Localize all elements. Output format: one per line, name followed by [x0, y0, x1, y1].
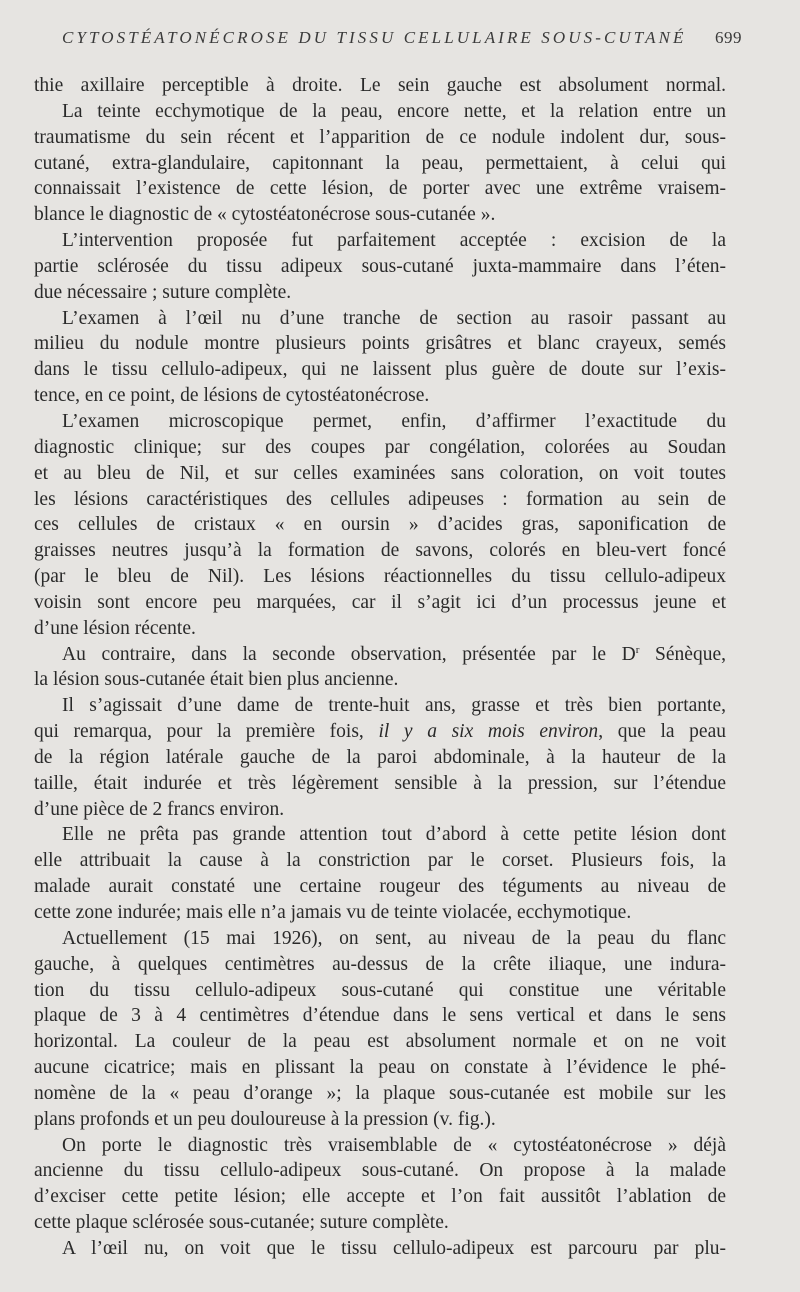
text-line [34, 667, 726, 693]
text-line [34, 254, 726, 280]
line-text: malade aurait constaté une certaine rougeur des téguments au niveau de [34, 876, 726, 898]
superscript: r [635, 643, 640, 656]
text-line [34, 73, 726, 99]
line-text: L’examen microscopique permet, enfin, d’affirmer l’exactitude du [62, 410, 726, 432]
line-text: ces cellules de cristaux « en oursin » d’acides gras, saponification de [34, 514, 726, 536]
line-text: L’examen à l’œil nu d’une tranche de section au rasoir passant au [62, 307, 726, 329]
running-head [62, 28, 742, 52]
line-text: d’une lésion récente. [34, 617, 196, 639]
text-line [34, 1107, 726, 1133]
text-line [34, 176, 726, 202]
text-line [34, 822, 726, 848]
text-line [34, 306, 726, 332]
text-line [34, 590, 726, 616]
text-line [34, 125, 726, 151]
text-line [34, 202, 726, 228]
text-line [34, 1158, 726, 1184]
text-line [34, 978, 726, 1004]
line-text: Au contraire, dans la seconde observation, présentée par le D [62, 643, 636, 665]
line-text: d’une pièce de 2 francs environ. [34, 798, 285, 820]
line-text: taille, était indurée et très légèrement sensible à la pression, sur l’étendue [34, 772, 726, 794]
text-line [34, 151, 726, 177]
line-text: la lésion sous-cutanée était bien plus ancienne. [34, 669, 399, 691]
line-text: diagnostic clinique; sur des coupes par congélation, colorées au Soudan [34, 436, 726, 458]
italic-phrase: il y a six mois environ [378, 721, 599, 743]
text-line [34, 1184, 726, 1210]
line-text: horizontal. La couleur de la peau est absolument normale et on ne voit [34, 1031, 726, 1053]
text-line [34, 564, 726, 590]
line-text: partie sclérosée du tissu adipeux sous-cutané juxta-mammaire dans l’éten- [34, 255, 726, 277]
text-line [34, 1003, 726, 1029]
line-text-continued: Sénèque, [639, 643, 726, 665]
text-line [34, 1133, 726, 1159]
line-text: tion du tissu cellulo-adipeux sous-cutané qui constitue une véritable [34, 979, 726, 1001]
line-text: et au bleu de Nil, et sur celles examinées sans coloration, on voit toutes [34, 462, 726, 484]
line-text: tence, en ce point, de lésions de cytostéatonécrose. [34, 385, 430, 407]
line-text: les lésions caractéristiques des cellules adipeuses : formation au sein de [34, 488, 726, 510]
line-text: ancienne du tissu cellulo-adipeux sous-cutané. On propose à la malade [34, 1160, 726, 1182]
text-line [34, 383, 726, 409]
text-line [34, 719, 726, 745]
page-number: 699 [715, 28, 742, 47]
line-text: Elle ne prêta pas grande attention tout d’abord à cette petite lésion dont [62, 824, 726, 846]
text-line [34, 745, 726, 771]
text-line [34, 616, 726, 642]
text-line [34, 874, 726, 900]
text-line [34, 693, 726, 719]
text-line [34, 926, 726, 952]
line-text: Il s’agissait d’une dame de trente-huit ans, grasse et très bien portante, [62, 695, 726, 717]
running-title: CYTOSTÉATONÉCROSE DU TISSU CELLULAIRE SOUS-CUTANÉ [62, 28, 687, 47]
text-line [34, 280, 726, 306]
line-text: graisses neutres jusqu’à la formation de savons, colorés en bleu-vert foncé [34, 540, 726, 562]
line-text: plaque de 3 à 4 centimètres d’étendue dans le sens vertical et dans le sens [34, 1005, 726, 1027]
line-text: cette plaque sclérosée sous-cutanée; suture complète. [34, 1212, 449, 1234]
line-text: aucune cicatrice; mais en plissant la peau on constate à l’évidence le phé- [34, 1057, 726, 1079]
text-line [34, 1029, 726, 1055]
text-line [34, 1210, 726, 1236]
text-line [34, 228, 726, 254]
line-text: qui remarqua, pour la première fois, [34, 721, 379, 743]
line-text: due nécessaire ; suture complète. [34, 281, 292, 303]
body-text [34, 73, 726, 1262]
text-line [34, 538, 726, 564]
line-text: (par le bleu de Nil). Les lésions réactionnelles du tissu cellulo-adipeux [34, 566, 726, 588]
text-line [34, 461, 726, 487]
line-text: plans profonds et un peu douloureuse à la pression (v. fig.). [34, 1108, 496, 1130]
line-text: dans le tissu cellulo-adipeux, qui ne laissent plus guère de doute sur l’exis- [34, 359, 726, 381]
line-text: traumatisme du sein récent et l’apparition de ce nodule indolent dur, sous- [34, 126, 726, 148]
text-line [34, 1236, 726, 1262]
line-text: L’intervention proposée fut parfaitement acceptée : excision de la [62, 230, 726, 252]
text-line [34, 642, 726, 668]
text-line [34, 512, 726, 538]
line-text: milieu du nodule montre plusieurs points grisâtres et blanc crayeux, semés [34, 333, 726, 355]
text-line [34, 952, 726, 978]
line-text: A l’œil nu, on voit que le tissu cellulo-adipeux est parcouru par plu- [62, 1237, 726, 1259]
line-text: cette zone indurée; mais elle n’a jamais vu de teinte violacée, ecchymotique. [34, 902, 632, 923]
text-line [34, 1081, 726, 1107]
line-text: elle attribuait la cause à la constriction par le corset. Plusieurs fois, la [34, 850, 726, 872]
line-text: gauche, à quelques centimètres au-dessus de la crête iliaque, une indura- [34, 953, 726, 975]
text-line [34, 409, 726, 435]
line-text: voisin sont encore peu marquées, car il s’agit ici d’un processus jeune et [34, 591, 726, 613]
text-line [34, 331, 726, 357]
line-text-continued: , que la peau [598, 721, 726, 743]
text-line [34, 900, 726, 926]
text-line [34, 848, 726, 874]
line-text: blance le diagnostic de « cytostéatonécrose sous-cutanée ». [34, 204, 496, 226]
line-text: On porte le diagnostic très vraisemblable de « cytostéatonécrose » déjà [62, 1134, 726, 1156]
line-text: de la région latérale gauche de la paroi abdominale, à la hauteur de la [34, 746, 726, 768]
line-text: cutané, extra-glandulaire, capitonnant la peau, permettaient, à celui qui [34, 152, 726, 174]
line-text: Actuellement (15 mai 1926), on sent, au niveau de la peau du flanc [62, 927, 726, 949]
line-text: connaissait l’existence de cette lésion, de porter avec une extrême vraisem- [34, 178, 726, 200]
text-line [34, 771, 726, 797]
line-text: La teinte ecchymotique de la peau, encore nette, et la relation entre un [62, 100, 726, 122]
text-line [34, 357, 726, 383]
text-line [34, 797, 726, 823]
text-line [34, 99, 726, 125]
line-text: thie axillaire perceptible à droite. Le sein gauche est absolument normal. [34, 75, 726, 96]
text-line [34, 435, 726, 461]
line-text: nomène de la « peau d’orange »; la plaque sous-cutanée est mobile sur les [34, 1082, 726, 1104]
line-text: d’exciser cette petite lésion; elle accepte et l’on fait aussitôt l’ablation de [34, 1186, 726, 1208]
text-line [34, 487, 726, 513]
text-line [34, 1055, 726, 1081]
